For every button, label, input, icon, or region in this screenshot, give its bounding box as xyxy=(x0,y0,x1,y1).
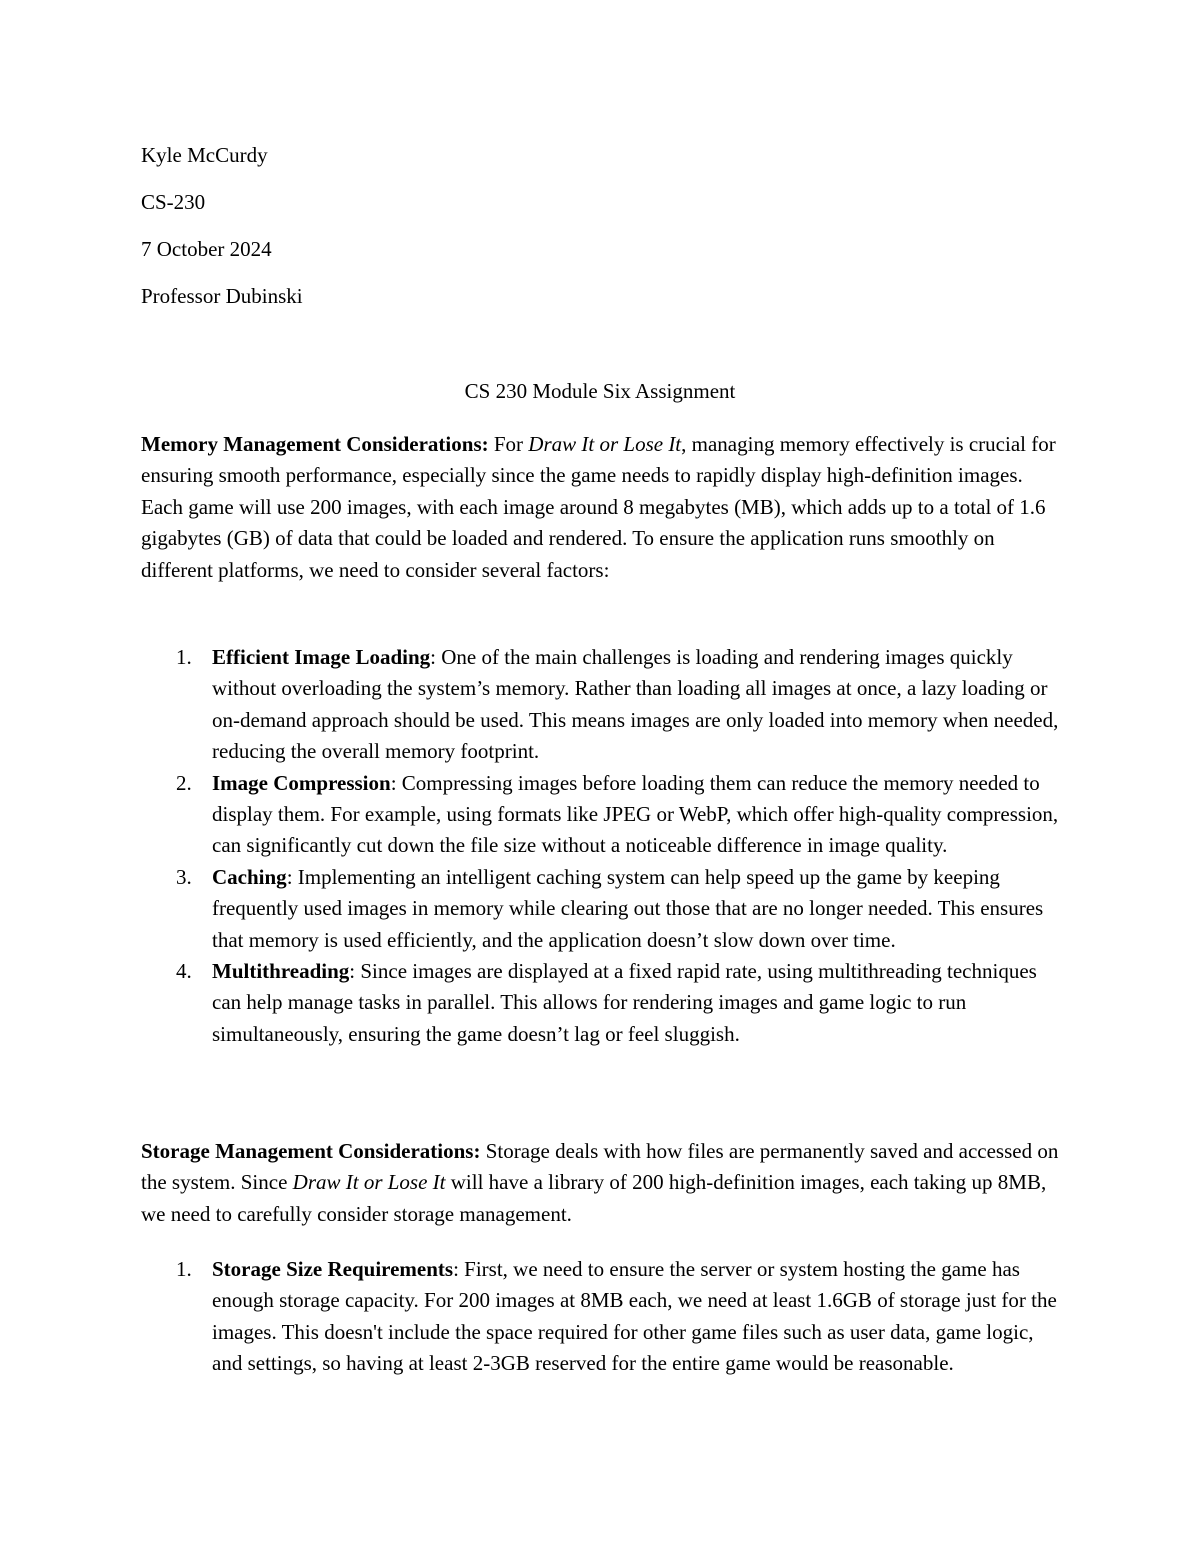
list-item-term: Efficient Image Loading xyxy=(212,645,431,669)
list-number: 1. xyxy=(176,645,192,669)
memory-heading: Memory Management Considerations: xyxy=(141,432,489,456)
list-number: 3. xyxy=(176,864,192,889)
document-title: CS 230 Module Six Assignment xyxy=(464,379,736,403)
storage-intro-pre: Storage deals with how files are permanently saved and accessed on the system. Since xyxy=(141,1139,1059,1195)
memory-considerations-list xyxy=(141,642,1061,1050)
list-item-term: Image Compression xyxy=(212,770,391,795)
memory-game-name: Draw It or Lose It xyxy=(528,432,682,456)
list-item-text: : First, we need to ensure the server or system hosting the game has enough storage capacity. For 200 images at 8MB each, we need at least 1.6GB of storage just for the images. This doesn't include the space required for other game files such as user data, game logic, and settings, so having at least 2-3GB reserved for the entire game would be reasonable. xyxy=(212,1257,1057,1376)
storage-game-name: Draw It or Lose It xyxy=(292,1170,446,1195)
list-item xyxy=(141,1254,1061,1380)
list-number: 4. xyxy=(176,959,192,984)
list-item xyxy=(141,956,1061,1050)
list-number: 1. xyxy=(176,1257,192,1281)
storage-considerations-list xyxy=(141,1254,1061,1380)
course-code: CS-230 xyxy=(141,190,206,214)
list-item-text: : Compressing images before loading them can reduce the memory needed to display them. For example, using formats like JPEG or WebP, which offer high-quality compression, can significantly cut down the file size without a noticeable difference in image quality. xyxy=(212,770,1059,858)
list-item xyxy=(141,862,1061,956)
list-item-term: Multithreading xyxy=(212,959,350,984)
list-item xyxy=(141,642,1061,768)
storage-heading: Storage Management Considerations: xyxy=(141,1139,481,1163)
list-item-text: : Since images are displayed at a fixed rapid rate, using multithreading techniques can help manage tasks in parallel. This allows for rendering images and game logic to run simultaneously, ensuring the game doesn’t lag or feel sluggish. xyxy=(212,959,1037,1046)
memory-intro-pre: For xyxy=(488,432,529,456)
storage-intro-paragraph xyxy=(141,1136,1061,1230)
memory-intro-paragraph xyxy=(141,429,1061,586)
professor-name: Professor Dubinski xyxy=(141,284,303,308)
list-number: 2. xyxy=(176,770,192,795)
list-item-text: : Implementing an intelligent caching system can help speed up the game by keeping frequently used images in memory while clearing out those that are no longer needed. This ensures that memory is used efficiently, and the application doesn’t slow down over time. xyxy=(212,864,1044,952)
list-item-term: Storage Size Requirements xyxy=(212,1257,454,1281)
memory-intro-post: , managing memory effectively is crucial for ensuring smooth performance, especially since the game needs to rapidly display high-definition images. Each game will use 200 images, with each image around 8 megabytes (MB), which adds up to a total of 1.6 gigabytes (GB) of data that could be loaded and rendered. To ensure the application runs smoothly on different platforms, we need to consider several factors: xyxy=(141,432,1056,582)
list-item-term: Caching xyxy=(212,864,287,889)
author-name: Kyle McCurdy xyxy=(141,143,268,167)
list-item xyxy=(141,768,1061,862)
storage-intro-post: will have a library of 200 high-definition images, each taking up 8MB, we need to carefully consider storage management. xyxy=(141,1170,1047,1226)
list-item-text: : One of the main challenges is loading and rendering images quickly without overloading the system’s memory. Rather than loading all images at once, a lazy loading or on-demand approach should be used. This means images are only loaded into memory when needed, reducing the overall memory footprint. xyxy=(212,645,1059,764)
date: 7 October 2024 xyxy=(141,237,272,261)
